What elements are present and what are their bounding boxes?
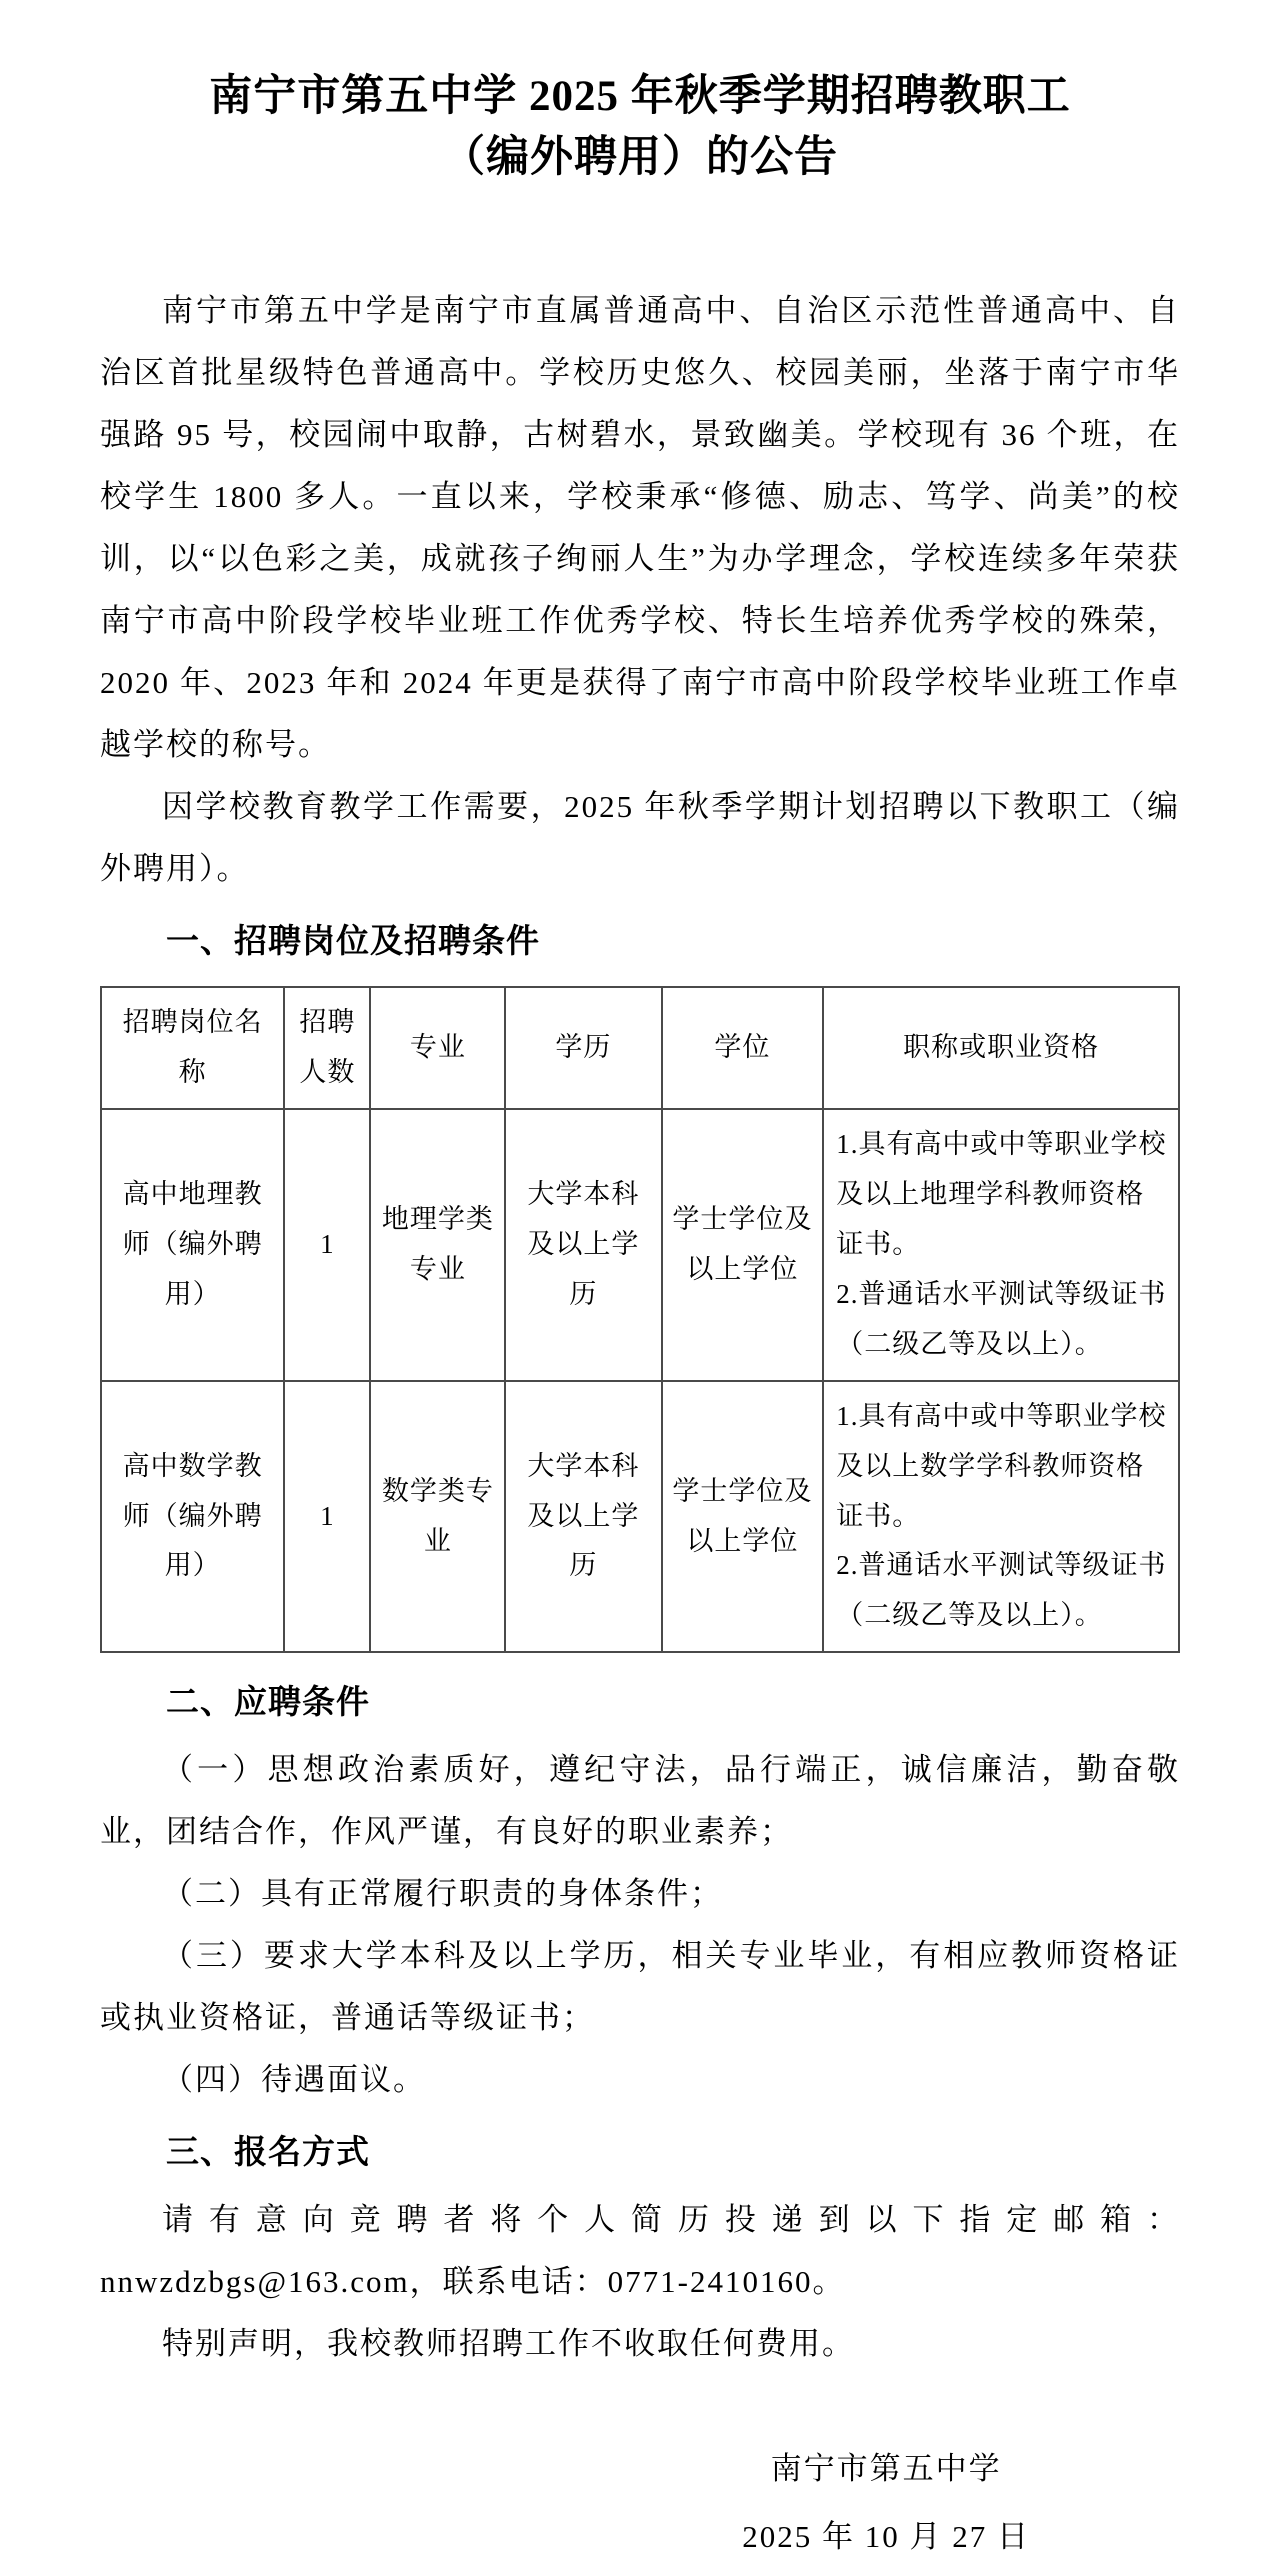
table-cell-degree: 学士学位及以上学位	[662, 1109, 824, 1381]
table-cell-major: 地理学类专业	[370, 1109, 505, 1381]
table-cell-qualifications	[823, 1381, 1179, 1653]
table-cell-education: 大学本科及以上学历	[505, 1381, 661, 1653]
table-header-cell: 学历	[505, 987, 661, 1109]
section-heading-requirements: 二、应聘条件	[166, 1683, 370, 1721]
table-cell-count: 1	[284, 1109, 370, 1381]
recruitment-table	[100, 986, 1180, 1653]
document-body	[100, 280, 1180, 2375]
table-row	[101, 1381, 1179, 1653]
table-cell-qualifications	[823, 1109, 1179, 1381]
apply-paragraph-contact: 请有意向竞聘者将个人简历投递到以下指定邮箱：nnwzdzbgs@163.com，联系电话：0771-2410160。	[100, 2202, 1180, 2300]
table-cell-degree: 学士学位及以上学位	[662, 1381, 824, 1653]
intro-paragraph-2: 因学校教育教学工作需要，2025 年秋季学期计划招聘以下教职工（编外聘用）。	[100, 789, 1180, 887]
requirement-item-2: （二）具有正常履行职责的身体条件；	[162, 1876, 723, 1912]
table-cell-education: 大学本科及以上学历	[505, 1109, 661, 1381]
table-cell-position: 高中地理教师（编外聘用）	[101, 1109, 284, 1381]
section-heading-positions: 一、招聘岗位及招聘条件	[166, 922, 540, 960]
qualification-line: 2.普通话水平测试等级证书（二级乙等及以上）。	[836, 1550, 1167, 1631]
table-header-cell: 职称或职业资格	[823, 987, 1179, 1109]
qualification-line: 2.普通话水平测试等级证书（二级乙等及以上）。	[836, 1278, 1167, 1359]
table-cell-major: 数学类专业	[370, 1381, 505, 1653]
signature-organization: 南宁市第五中学	[770, 2451, 1002, 2487]
table-header-cell: 招聘岗位名称	[101, 987, 284, 1109]
table-header-cell: 学位	[662, 987, 824, 1109]
requirement-item-4: （四）待遇面议。	[162, 2062, 426, 2098]
table-header-cell: 专业	[370, 987, 505, 1109]
page-title-line1: 南宁市第五中学 2025 年秋季学期招聘教职工	[209, 73, 1071, 120]
section-heading-apply: 三、报名方式	[166, 2133, 370, 2171]
signature-date: 2025 年 10 月 27 日	[742, 2519, 1030, 2555]
qualification-line: 1.具有高中或中等职业学校及以上地理学科教师资格证书。	[836, 1128, 1167, 1259]
requirement-item-1: （一）思想政治素质好，遵纪守法，品行端正，诚信廉洁，勤奋敬业，团结合作，作风严谨，有良好的职业素养；	[100, 1752, 1180, 1850]
page-title-line2: （编外聘用）的公告	[442, 134, 838, 182]
qualification-line: 1.具有高中或中等职业学校及以上数学学科教师资格证书。	[836, 1400, 1167, 1531]
requirement-item-3: （三）要求大学本科及以上学历，相关专业毕业，有相应教师资格证或执业资格证，普通话等级证书；	[100, 1938, 1180, 2036]
signature-block	[742, 2435, 1030, 2571]
table-cell-position: 高中数学教师（编外聘用）	[101, 1381, 284, 1653]
table-row	[101, 1109, 1179, 1381]
intro-paragraph-1: 南宁市第五中学是南宁市直属普通高中、自治区示范性普通高中、自治区首批星级特色普通高中。学校历史悠久、校园美丽，坐落于南宁市华强路 95 号，校园闹中取静，古树碧水，景致幽美。学校现有 36 个班，在校学生 1800 多人。一直以来，学校秉承“修德、励志、笃学、尚美”的校训，以“以色彩之美，成就孩子绚丽人生”为办学理念，学校连续多年荣获南宁市高中阶段学校毕业班工作优秀学校、特长生培养优秀学校的殊荣，2020 年、2023 年和 2024 年更是获得了南宁市高中阶段学校毕业班工作卓越学校的称号。	[100, 293, 1180, 763]
table-cell-count: 1	[284, 1381, 370, 1653]
job-table-body	[101, 1109, 1179, 1652]
table-header-row	[101, 987, 1179, 1109]
apply-paragraph-disclaimer: 特别声明，我校教师招聘工作不收取任何费用。	[162, 2326, 855, 2362]
table-header-cell: 招聘人数	[284, 987, 370, 1109]
page-title	[100, 66, 1180, 188]
